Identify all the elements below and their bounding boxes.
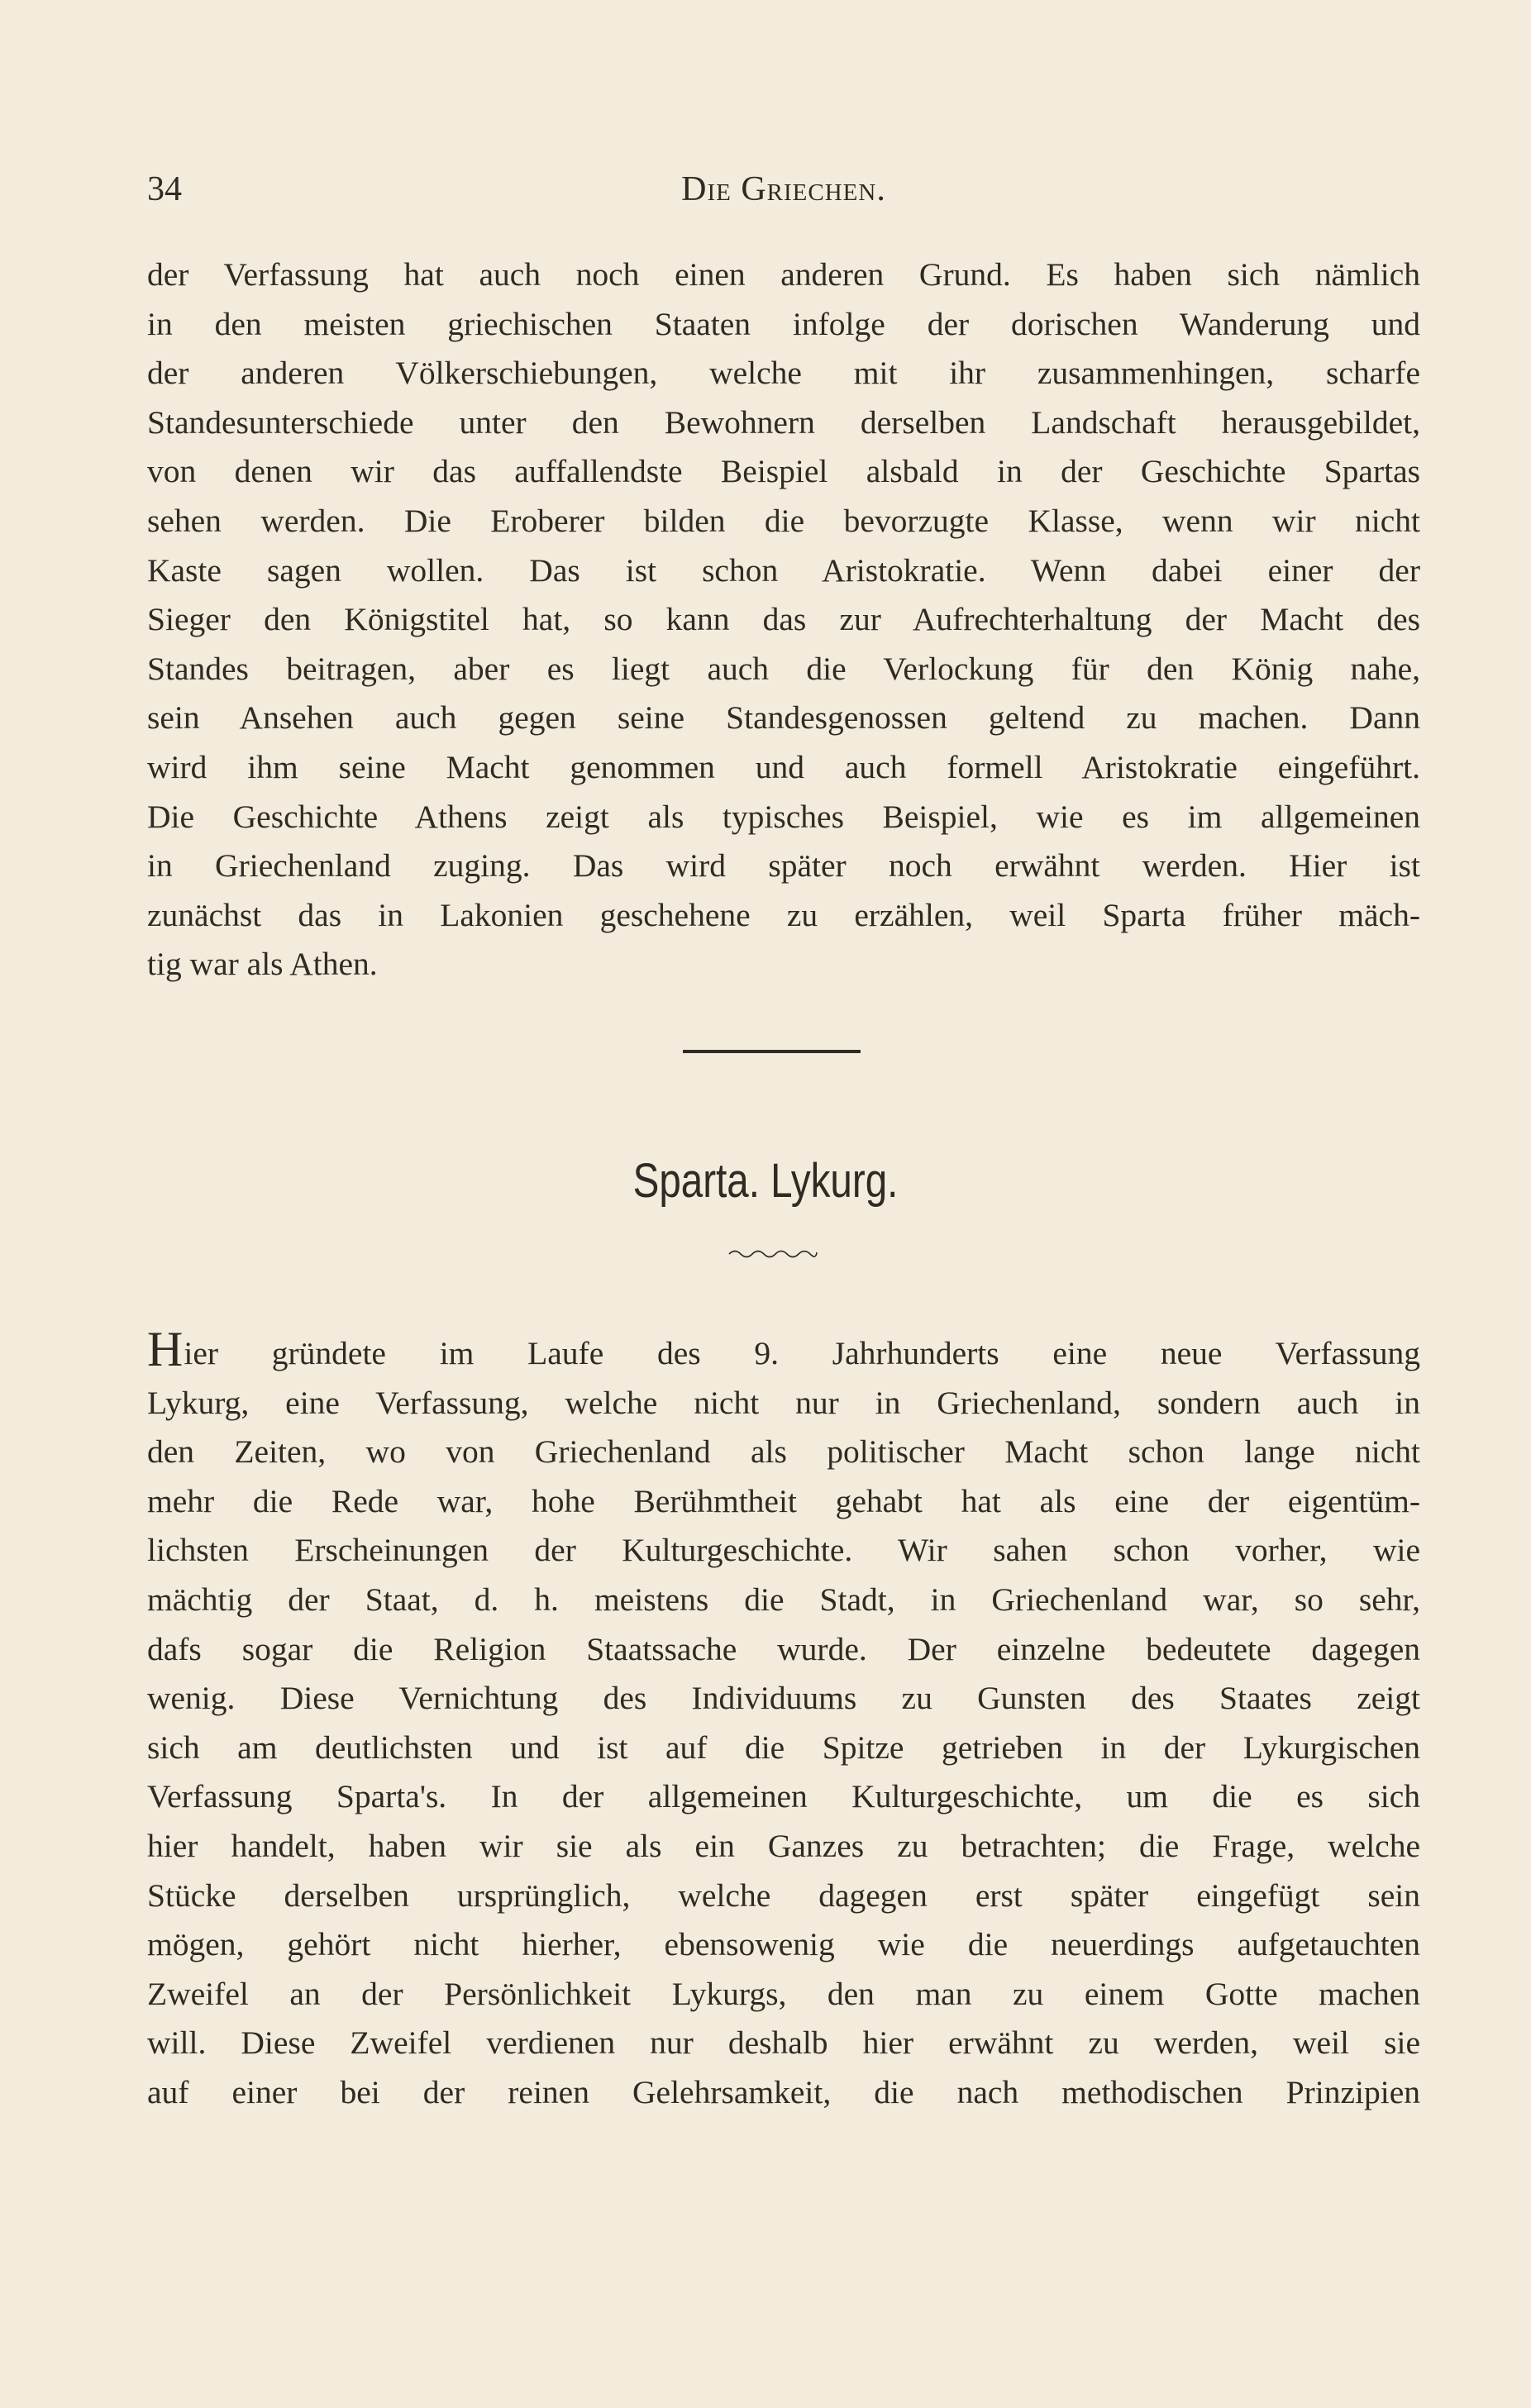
text-line: sich am deutlichsten und ist auf die Spitze getrieben in der Lykurgischen xyxy=(147,1729,1420,1766)
text-line: zunächst das in Lakonien geschehene zu erzählen, weil Sparta früher mäch- xyxy=(147,896,1420,933)
text-line: Zweifel an der Persönlichkeit Lykurgs, den man zu einem Gotte machen xyxy=(147,1975,1420,2012)
text-line: Kaste sagen wollen. Das ist schon Aristokratie. Wenn dabei einer der xyxy=(147,551,1420,589)
text-line: Stücke derselben ursprünglich, welche dagegen erst später eingefügt sein xyxy=(147,1876,1420,1914)
text-line: in den meisten griechischen Staaten infolge der dorischen Wanderung und xyxy=(147,305,1420,342)
text-line: tig war als Athen. xyxy=(147,946,378,983)
text-line: mächtig der Staat, d. h. meistens die Stadt, in Griechenland war, so sehr, xyxy=(147,1581,1420,1618)
text-line: dafs sogar die Religion Staatssache wurde. Der einzelne bedeutete dagegen xyxy=(147,1630,1420,1667)
text-line: lichsten Erscheinungen der Kulturgeschichte. Wir sahen schon vorher, wie xyxy=(147,1532,1420,1569)
text-line-first xyxy=(147,1324,1420,1379)
text-line: den Zeiten, wo von Griechenland als politischer Macht schon lange nicht xyxy=(147,1433,1420,1471)
text-line: will. Diese Zweifel verdienen nur deshalb hier erwähnt zu werden, weil sie xyxy=(147,2024,1420,2062)
text-line: der Verfassung hat auch noch einen anderen Grund. Es haben sich nämlich xyxy=(147,256,1420,293)
text-line: der anderen Völkerschiebungen, welche mit ihr zusammenhingen, scharfe xyxy=(147,355,1420,392)
section-divider-rule xyxy=(683,1050,861,1053)
wave-ornament-icon xyxy=(727,1247,818,1258)
drop-cap: H xyxy=(147,1322,184,1376)
text-line: Sieger den Königstitel hat, so kann das zur Aufrechterhaltung der Macht des xyxy=(147,601,1420,638)
text-line: Die Geschichte Athens zeigt als typisches Beispiel, wie es im allgemeinen xyxy=(147,798,1420,835)
text-line: sehen werden. Die Eroberer bilden die bevorzugte Klasse, wenn wir nicht xyxy=(147,502,1420,539)
text-line: wenig. Diese Vernichtung des Individuums zu Gunsten des Staates zeigt xyxy=(147,1680,1420,1717)
text-line: mögen, gehört nicht hierher, ebensowenig wie die neuerdings aufgetauchten xyxy=(147,1926,1420,1963)
section-heading: Sparta. Lykurg. xyxy=(632,1154,899,1208)
text-line: sein Ansehen auch gegen seine Standesgenossen geltend zu machen. Dann xyxy=(147,699,1420,737)
text-line: Verfassung Sparta's. In der allgemeinen Kulturgeschichte, um die es sich xyxy=(147,1778,1420,1815)
running-title: Die Griechen. xyxy=(681,170,886,208)
text-line: Lykurg, eine Verfassung, welche nicht nur in Griechenland, sondern auch in xyxy=(147,1384,1420,1421)
page-number: 34 xyxy=(147,170,182,208)
text-line: Standesunterschiede unter den Bewohnern derselben Landschaft herausgebildet, xyxy=(147,403,1420,441)
text-line: Standes beitragen, aber es liegt auch die Verlockung für den König nahe, xyxy=(147,650,1420,687)
text-line: von denen wir das auffallendste Beispiel alsbald in der Geschichte Spartas xyxy=(147,453,1420,490)
first-line-text: ier gründete im Laufe des 9. Jahrhunderts eine neue Verfassung xyxy=(184,1335,1420,1371)
text-line: mehr die Rede war, hohe Berühmtheit gehabt hat als eine der eigentüm- xyxy=(147,1482,1420,1519)
text-line: wird ihm seine Macht genommen und auch formell Aristokratie eingeführt. xyxy=(147,748,1420,785)
running-head xyxy=(147,169,1420,219)
paragraph-intro xyxy=(147,250,1420,989)
text-line: hier handelt, haben wir sie als ein Ganzes zu betrachten; die Frage, welche xyxy=(147,1827,1420,1864)
paragraph-lykurg xyxy=(147,1324,1420,2118)
text-line: auf einer bei der reinen Gelehrsamkeit, die nach methodischen Prinzipien xyxy=(147,2073,1420,2110)
text-line: in Griechenland zuging. Das wird später noch erwähnt werden. Hier ist xyxy=(147,847,1420,885)
